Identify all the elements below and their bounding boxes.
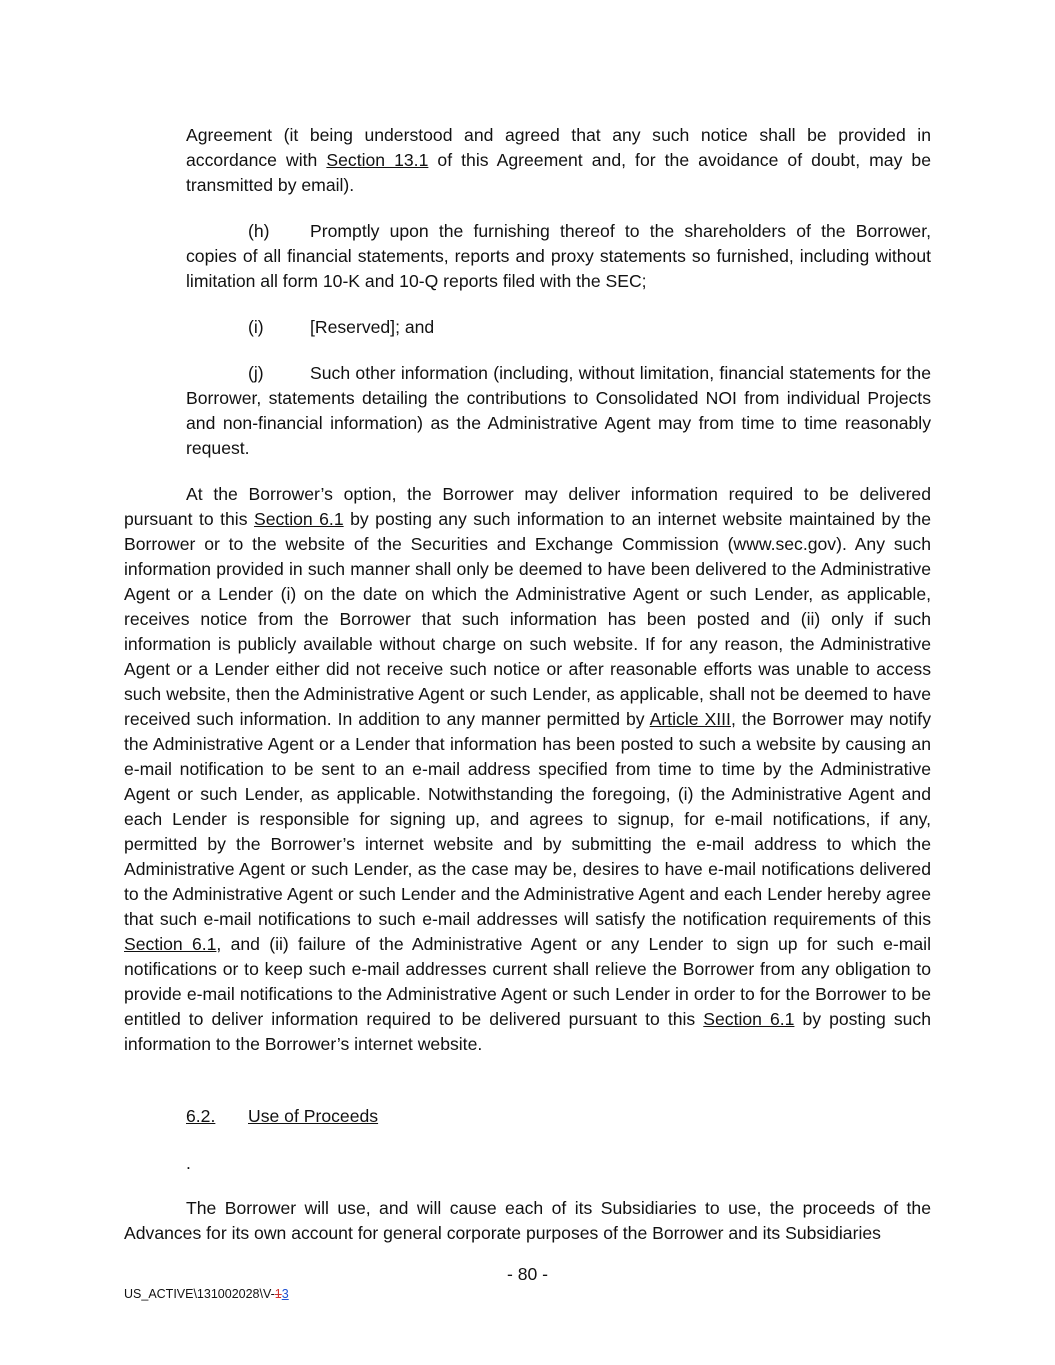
document-id-prefix: US_ACTIVE\131002028\V-: [124, 1287, 275, 1301]
item-i-text: [Reserved]; and: [310, 317, 435, 337]
section-number: 6.2.: [186, 1106, 216, 1126]
main-text-4: , and (ii) failure of the Administrative Agent or any Lender to sign up for such e-mail notifications or to keep such e-mail addresses current shall relieve the Borrower from any obligation to provide e-mail notifications to the Administrative Agent or such Lender in order to for the Borrower to be entitled to deliver information required to be delivered pursuant to this: [124, 934, 932, 1029]
main-text-1: At the Borrower’s option, the Borrower may deliver information required to be delivered pursuant to this: [124, 484, 931, 529]
section-6-1-reference: Section 6.1: [124, 934, 217, 954]
section-13-1-reference: Section 13.1: [326, 150, 429, 170]
continuation-text-2: of this Agreement and, for the avoidance of doubt, may be transmitted by email).: [186, 150, 932, 195]
item-h-paragraph: [186, 219, 931, 294]
section-title: Use of Proceeds: [248, 1106, 379, 1126]
section-6-1-reference: Section 6.1: [703, 1009, 795, 1029]
inserted-version: 3: [281, 1287, 289, 1301]
main-text-5: by posting such information to the Borrower’s internet website.: [124, 1009, 931, 1054]
item-j-text: Such other information (including, without limitation, financial statements for the Borrower, statements detailing the contributions to Consolidated NOI from individual Projects and non-financial information) as the Administrative Agent may from time to time reasonably request.: [186, 363, 931, 458]
main-text-2: by posting any such information to an internet website maintained by the Borrower or to the website of the Securities and Exchange Commission (www.sec.gov). Any such information provided in such manner shall only be deemed to have been delivered to the Administrative Agent or a Lender (i) on the date on which the Administrative Agent or such Lender, as applicable, receives notice from the Borrower that such information has been posted and (ii) only if such information is publicly available without charge on such website. If for any reason, the Administrative Agent or a Lender either did not receive such notice or after reasonable efforts was unable to access such website, then the Administrative Agent or such Lender, as applicable, shall not be deemed to have received such information. In addition to any manner permitted by: [124, 509, 932, 729]
item-j-label: (j): [248, 363, 264, 383]
item-h-text: Promptly upon the furnishing thereof to the shareholders of the Borrower, copies of all financial statements, reports and proxy statements so furnished, including without limitation all form 10-K and 10-Q reports filed with the SEC;: [186, 221, 931, 291]
item-i-paragraph: [186, 315, 931, 340]
deleted-version: 1: [274, 1287, 282, 1301]
continuation-text-1: Agreement (it being understood and agreed that any such notice shall be provided in accordance with: [186, 125, 931, 170]
section-6-1-reference: Section 6.1: [253, 509, 344, 529]
website-delivery-paragraph: [124, 482, 931, 1057]
document-id: [124, 1286, 289, 1302]
section-heading: [186, 1104, 378, 1129]
main-text-3: , the Borrower may notify the Administrative Agent or a Lender that information has been posted to such a website by causing an e-mail notification to be sent to an e-mail address specified from time to time by the Administrative Agent or such Lender, as applicable. Notwithstanding the foregoing, (i) the Administrative Agent and each Lender is responsible for signing up, and agrees to signup, for e-mail notifications, if any, permitted by the Borrower’s internet website and by submitting the e-mail address to which the Administrative Agent or such Lender, as the case may be, desires to have e-mail notifications delivered to the Administrative Agent or such Lender and the Administrative Agent and each Lender hereby agree that such e-mail notifications to such e-mail addresses will satisfy the notification requirements of this: [124, 709, 931, 929]
page-number: - 80 -: [506, 1264, 549, 1284]
item-i-label: (i): [248, 317, 264, 337]
use-of-proceeds-paragraph: The Borrower will use, and will cause each of its Subsidiaries to use, the proceeds of the Advances for its own account for general corporate purposes of the Borrower and its Subsidiaries: [124, 1198, 931, 1243]
item-j-paragraph: [186, 361, 931, 461]
heading-trailing-period: .: [186, 1153, 191, 1173]
continuation-paragraph: [186, 123, 931, 198]
item-h-label: (h): [248, 221, 270, 241]
article-xiii-reference: Article XIII: [649, 709, 731, 729]
